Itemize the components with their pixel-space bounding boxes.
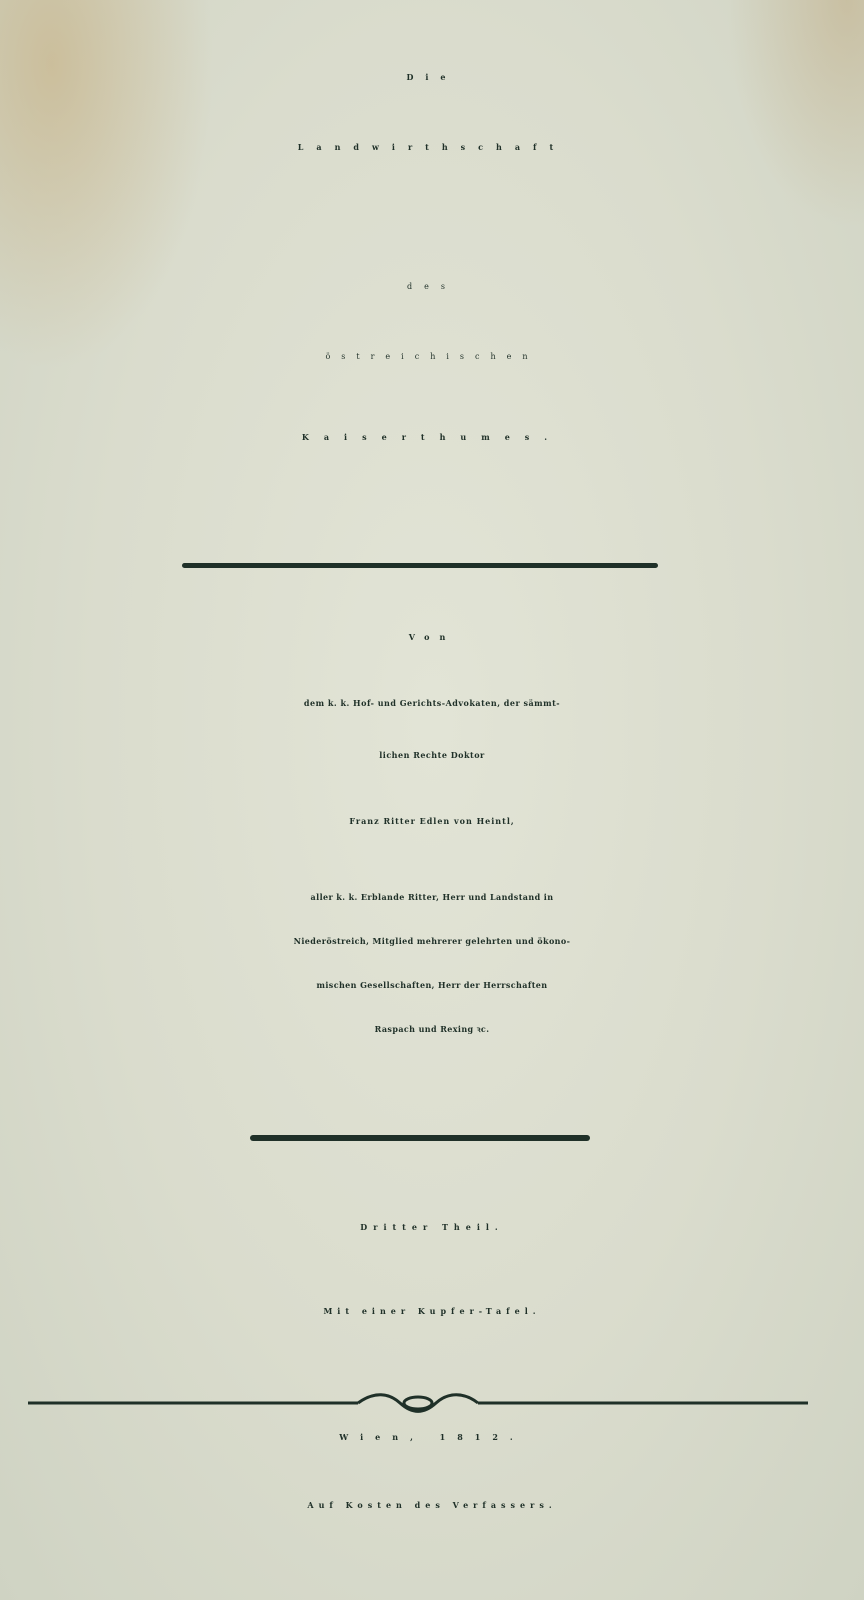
author-description-line-3: mischen Gesellschaften, Herr der Herrschaften <box>316 980 548 990</box>
plates-note: Mit einer Kupfer-Tafel. <box>323 1306 541 1316</box>
volume-label: Dritter Theil. <box>360 1222 504 1232</box>
title-line-kaiserthumes: Kaiserthumes. <box>301 432 563 442</box>
title-line-oestreichischen: östreichischen <box>325 352 539 361</box>
byline-von: Von <box>408 632 456 642</box>
author-title-line-2: lichen Rechte Doktor <box>379 750 485 760</box>
publisher-note: Auf Kosten des Verfassers. <box>307 1500 557 1510</box>
divider-rule-middle <box>250 1135 590 1141</box>
author-title-line-1: dem k. k. Hof- und Gerichts-Advokaten, der sämmt- <box>303 698 561 708</box>
author-description-line-1: aller k. k. Erblande Ritter, Herr und Landstand in <box>310 892 554 902</box>
imprint-place-date: Wien, 1812. <box>339 1432 525 1442</box>
title-line-des: des <box>407 282 457 291</box>
ornamental-rule <box>28 1392 808 1414</box>
title-line-die: Die <box>406 72 458 82</box>
title-line-landwirthschaft: Landwirthschaft <box>297 142 567 152</box>
divider-rule-top <box>182 563 658 568</box>
author-name: Franz Ritter Edlen von Heintl, <box>349 816 515 826</box>
author-description-line-4: Raspach und Rexing ꝛc. <box>374 1024 490 1034</box>
author-description-line-2: Niederöstreich, Mitglied mehrerer gelehrten und ökono- <box>293 936 571 946</box>
